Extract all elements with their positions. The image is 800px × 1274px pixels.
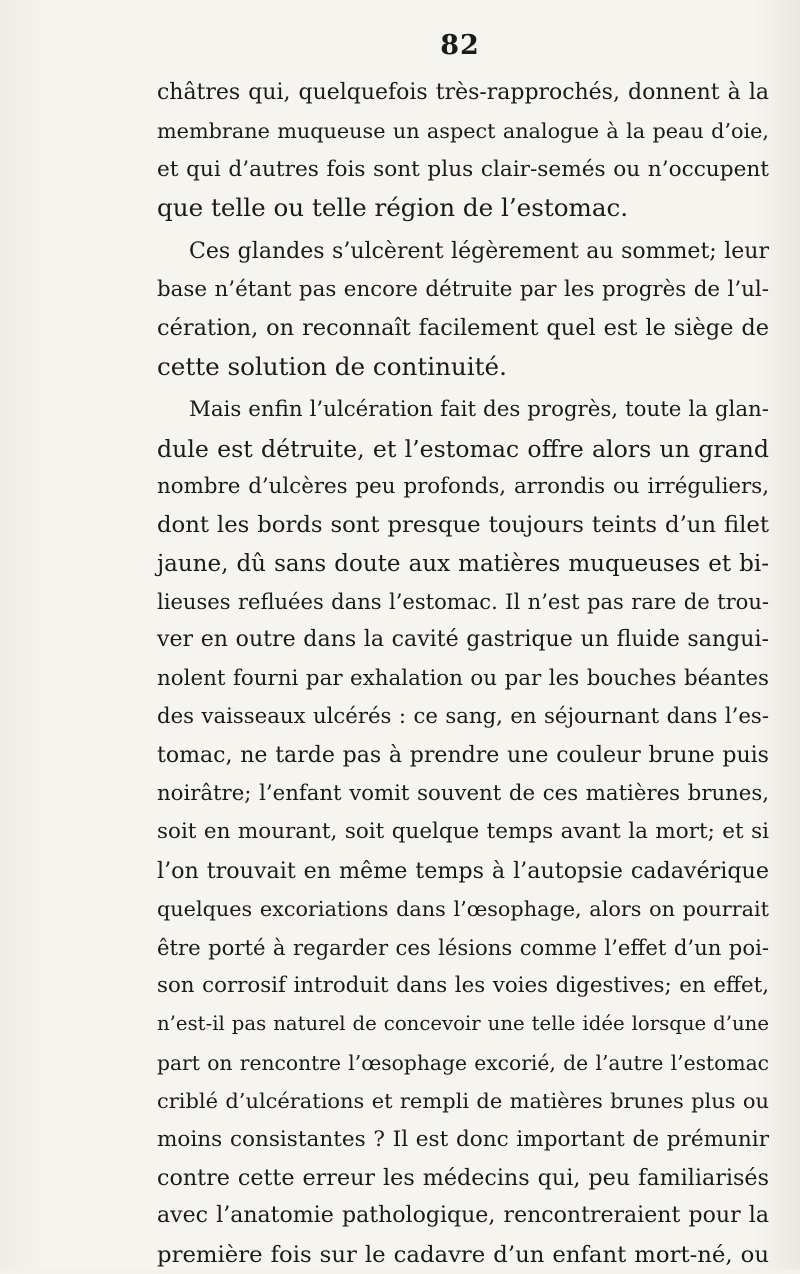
text-line: contre cette erreur les médecins qui, peu familiarisés <box>157 1164 769 1191</box>
text-line: Mais enfin l’ulcération fait des progrès, toute la glan- <box>189 397 769 423</box>
text-line: que telle ou telle région de l’estomac. <box>157 193 629 223</box>
text-line: dule est détruite, et l’estomac offre alors un grand <box>157 434 769 463</box>
text-line: membrane muqueuse un aspect analogue à la peau d’oie, <box>157 119 769 144</box>
text-line: base n’étant pas encore détruite par les progrès de l’ul- <box>157 276 769 302</box>
text-line: soit en mourant, soit quelque temps avant la mort; et si <box>157 819 769 845</box>
text-line: moins consistantes ? Il est donc important de prémunir <box>157 1126 769 1152</box>
text-line: Ces glandes s’ulcèrent légèrement au sommet; leur <box>189 238 769 264</box>
text-line: châtres qui, quelquefois très-rapprochés, donnent à la <box>157 80 769 105</box>
page-number: 82 <box>440 30 480 61</box>
text-line: et qui d’autres fois sont plus clair-semés ou n’occupent <box>157 156 769 182</box>
text-line: noirâtre; l’enfant vomit souvent de ces matières brunes, <box>157 781 769 807</box>
text-line: tomac, ne tarde pas à prendre une couleur brune puis <box>157 742 769 768</box>
text-line: criblé d’ulcérations et rempli de matières brunes plus ou <box>157 1089 769 1114</box>
text-line: n’est-il pas naturel de concevoir une telle idée lorsque d’une <box>157 1012 769 1036</box>
text-line: part on rencontre l’œsophage excorié, de l’autre l’estomac <box>157 1050 769 1075</box>
text-line: cération, on reconnaît facilement quel est le siège de <box>157 315 769 342</box>
body-text <box>157 74 769 1274</box>
text-line: nombre d’ulcères peu profonds, arrondis ou irréguliers, <box>157 473 769 499</box>
text-line: avec l’anatomie pathologique, rencontreraient pour la <box>157 1203 769 1229</box>
text-line: cette solution de continuité. <box>157 351 507 381</box>
text-line: première fois sur le cadavre d’un enfant mort-né, ou <box>157 1241 769 1268</box>
text-line: nolent fourni par exhalation ou par les bouches béantes <box>157 665 769 691</box>
text-line: ver en outre dans la cavité gastrique un fluide sangui- <box>157 627 769 653</box>
text-line: lieuses refluées dans l’estomac. Il n’est pas rare de trou- <box>157 589 769 615</box>
text-line: l’on trouvait en même temps à l’autopsie cadavérique <box>157 857 769 884</box>
text-line: dont les bords sont presque toujours teints d’un filet <box>157 512 769 539</box>
text-line: des vaisseaux ulcérés : ce sang, en séjournant dans l’es- <box>157 704 769 730</box>
text-line: quelques excoriations dans l’œsophage, alors on pourrait <box>157 897 769 922</box>
text-line: être porté à regarder ces lésions comme l’effet d’un poi- <box>157 934 769 960</box>
text-line: jaune, dû sans doute aux matières muqueuses et bi- <box>157 550 769 577</box>
text-line: son corrosif introduit dans les voies digestives; en effet, <box>157 972 769 998</box>
